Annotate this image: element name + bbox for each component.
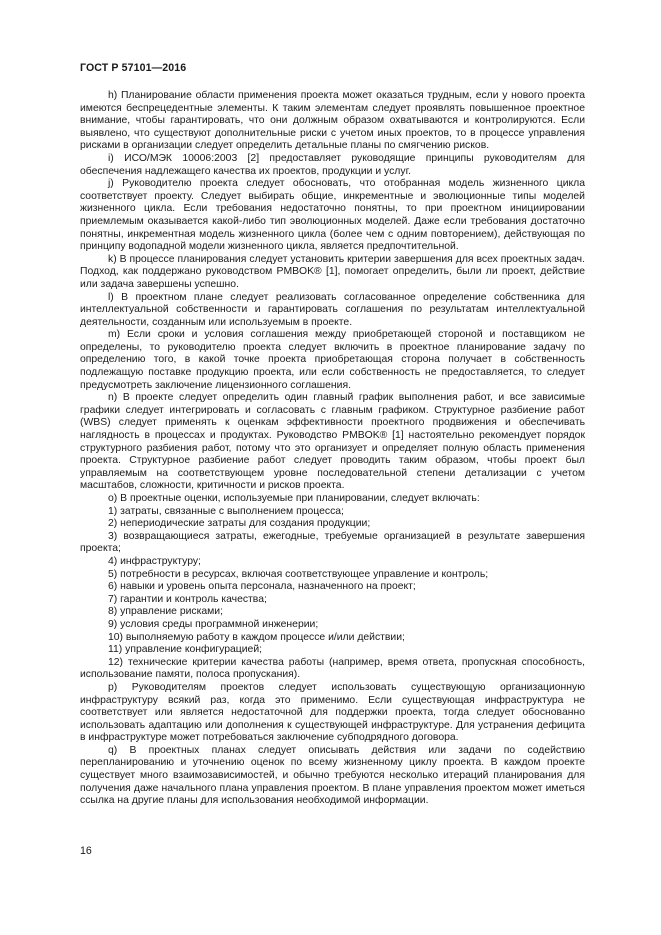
- paragraph-p: р) Руководителям проектов следует использовать существующую организационную инфраструктуру всякий раз, когда это применимо. Если существующая инфраструктура не соответствует или является недостаточной для поддержки проекта, тогда следует обоснованно использовать адаптацию или дополнения к существующей инфраструктуре. Для устранения дефицита в инфраструктуре может потребоваться заключение субподрядного договора.: [80, 681, 585, 744]
- paragraph-m: m) Если сроки и условия соглашения между приобретающей стороной и поставщиком не определены, то руководителю проекта следует включить в проектное планирование задачу по определению того, в какой точке проекта приобретающая сторона получает в собственность подлежащую поставке продукцию проекта, или если собственность не предоставляется, то следует предусмотреть заключение лицензионного соглашения.: [80, 329, 585, 391]
- list-item-8: 8) управление рисками;: [108, 606, 224, 618]
- list-item-9: 9) условия среды программной инженерии;: [108, 618, 319, 630]
- paragraph-j: j) Руководителю проекта следует обосновать, что отобранная модель жизненного цикла соответствует проекту. Следует выбирать общие, инкрементные и эволюционные типы моделей жизненного цикла. Если требования недостаточно понятны, то при проектном инициировании приемлемым оказывается какой-либо тип эволюционных моделей. Даже если требования достаточно понятны, инкрементная модель жизненного цикла (более чем с одним повторением), действующая по принципу водопадной модели жизненного цикла, является предпочтительной.: [80, 178, 585, 253]
- paragraph-n: n) В проекте следует определить один главный график выполнения работ, и все зависимые графики следует интегрировать и согласовать с главным графиком. Структурное разбиение работ (WBS) следует применять к оценкам эффективности проектного продвижения и обеспечивать наглядность в процессах и продуктах. Руководство PMBOK® [1] настоятельно рекомендует порядок структурного разбиения работ, потому что это организует и определяет полную область применения проекта. Структурное разбиение работ следует проводить таким образом, чтобы проект был управляемым на соответствующем уровне последовательной степени детализации с учетом масштабов, сложности, критичности и рисков проекта.: [80, 392, 585, 492]
- paragraph-q: q) В проектных планах следует описывать действия или задачи по содействию перепланированию и уточнению оценок по всему жизненному циклу проекта. В каждом проекте существует много взаимозависимостей, и обычно требуются несколько итераций планирования для получения даже начального плана управления проектом. В плане управления проектом может иметься ссылка на другие планы для использования необходимой информации.: [80, 744, 585, 807]
- list-item-12: 12) технические критерии качества работы (например, время ответа, пропускная способность, использование памяти, полоса пропускания).: [80, 656, 585, 681]
- paragraph-h: h) Планирование области применения проекта может оказаться трудным, если у нового проекта имеются беспрецедентные элементы. К таким элементам следует проявлять повышенное проектное внимание, чтобы гарантировать, что они должным образом охватываются и контролируются. Если выявлено, что существуют дополнительные риски с учетом иных проектов, то в процессе управления рисками в организации следует определить детальные планы по смягчению рисков.: [80, 90, 585, 152]
- paragraph-o: о) В проектные оценки, используемые при планировании, следует включать:: [108, 493, 480, 504]
- list-item-5: 5) потребности в ресурсах, включая соответствующее управление и контроль;: [108, 568, 489, 580]
- paragraph-k: k) В процессе планирования следует установить критерии завершения для всех проектных задач. Подход, как поддержано руководством PMBOK® [1], помогает определить, были ли проект, действие или задача завершены успешно.: [80, 253, 585, 290]
- paragraph-l: l) В проектном плане следует реализовать согласованное определение собственника для интеллектуальной собственности и гарантировать соглашения по результатам интеллектуальной деятельности, созданным или используемым в проекте.: [80, 291, 585, 328]
- list-item-1: 1) затраты, связанные с выполнением процесса;: [108, 505, 344, 517]
- list-item-11: 11) управление конфигурацией;: [108, 644, 263, 656]
- document-header: ГОСТ Р 57101—2016: [80, 62, 187, 74]
- page-number: 16: [80, 845, 92, 857]
- list-item-7: 7) гарантии и контроль качества;: [108, 593, 267, 605]
- paragraph-i: i) ИСО/МЭК 10006:2003 [2] предоставляет руководящие принципы руководителям для обеспечения надлежащего качества их проектов, продукции и услуг.: [80, 152, 585, 177]
- list-item-4: 4) инфраструктуру;: [108, 555, 201, 567]
- document-body: [80, 90, 585, 808]
- list-item-3: 3) возвращающиеся затраты, ежегодные, требуемые организацией в результате завершения проекта;: [80, 530, 585, 555]
- list-item-6: 6) навыки и уровень опыта персонала, назначенного на проект;: [108, 581, 416, 593]
- list-item-10: 10) выполняемую работу в каждом процессе и/или действии;: [108, 631, 405, 643]
- list-item-2: 2) непериодические затраты для создания продукции;: [108, 518, 371, 530]
